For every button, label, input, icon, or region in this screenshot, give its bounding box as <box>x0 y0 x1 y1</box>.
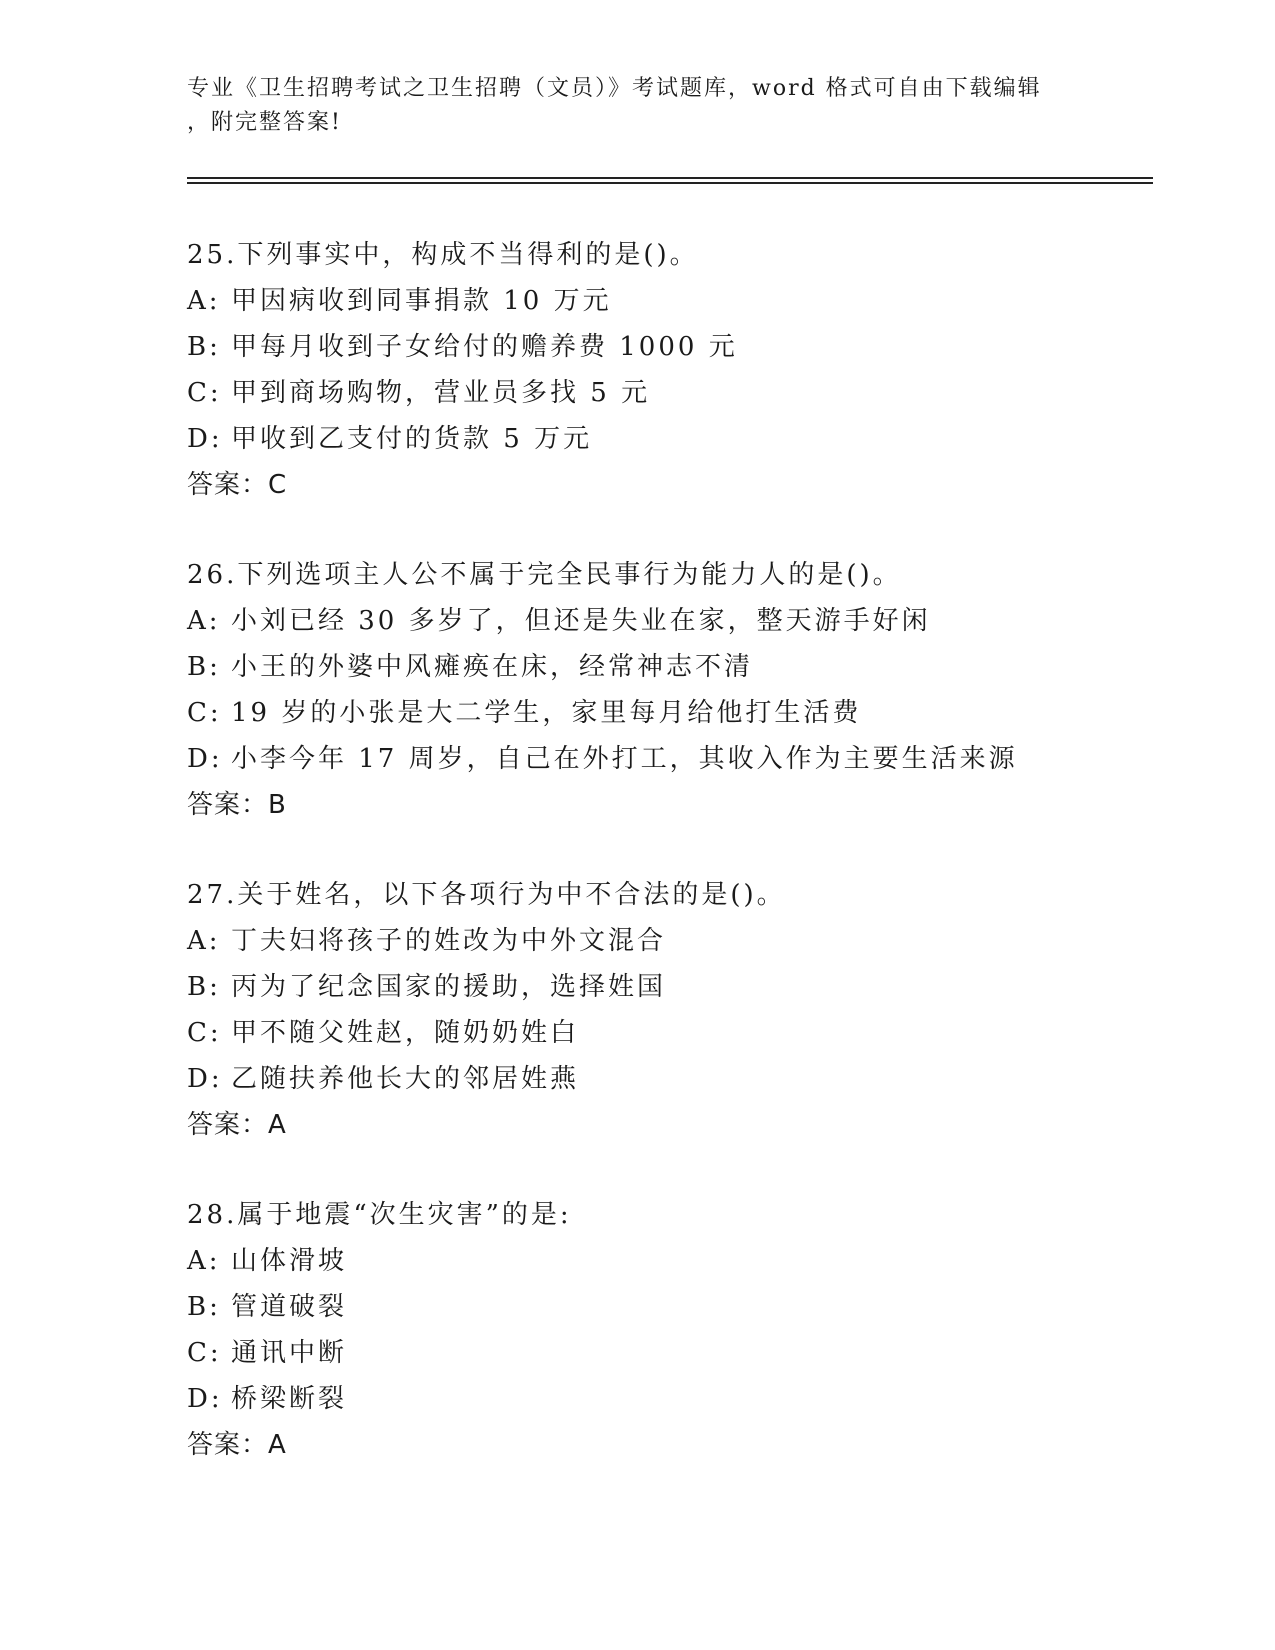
option-a <box>187 598 1147 644</box>
option-text: 小刘已经 30 多岁了，但还是失业在家，整天游手好闲 <box>231 606 931 636</box>
option-text: 桥梁断裂 <box>231 1384 348 1414</box>
question-stem: 26.下列选项主人公不属于完全民事行为能力人的是()。 <box>187 560 902 590</box>
question-list <box>187 232 1147 1512</box>
option-c <box>187 1010 1147 1056</box>
answer-line: 答案：A <box>187 1430 287 1460</box>
option-letter: C: <box>187 698 222 728</box>
question-stem: 28.属于地震“次生灾害”的是: <box>187 1200 572 1230</box>
option-text: 小王的外婆中风瘫痪在床，经常神志不清 <box>231 652 754 682</box>
question-stem: 25.下列事实中，构成不当得利的是()。 <box>187 240 699 270</box>
option-letter: B: <box>187 332 221 362</box>
option-b <box>187 644 1147 690</box>
answer-line: 答案：B <box>187 790 287 820</box>
option-letter: B: <box>187 972 221 1002</box>
option-letter: C: <box>187 1338 222 1368</box>
answer-line: 答案：A <box>187 1110 287 1140</box>
option-text: 甲每月收到子女给付的赡养费 1000 元 <box>231 332 738 362</box>
header-divider-bottom <box>187 182 1153 184</box>
option-text: 丁夫妇将孩子的姓改为中外文混合 <box>231 926 667 956</box>
header-divider-top <box>187 177 1153 179</box>
option-text: 乙随扶养他长大的邻居姓燕 <box>231 1064 580 1094</box>
option-letter: D: <box>187 1064 223 1094</box>
option-text: 甲到商场购物，营业员多找 5 元 <box>231 378 651 408</box>
option-a <box>187 1238 1147 1284</box>
option-text: 山体滑坡 <box>231 1246 348 1276</box>
option-letter: D: <box>187 424 223 454</box>
option-letter: B: <box>187 1292 221 1322</box>
option-a <box>187 918 1147 964</box>
option-letter: D: <box>187 744 223 774</box>
option-c <box>187 690 1147 736</box>
option-text: 丙为了纪念国家的援助，选择姓国 <box>231 972 667 1002</box>
option-d <box>187 736 1147 782</box>
option-c <box>187 1330 1147 1376</box>
answer-line: 答案：C <box>187 470 288 500</box>
option-b <box>187 1284 1147 1330</box>
option-text: 甲因病收到同事捐款 10 万元 <box>231 286 612 316</box>
option-text: 甲收到乙支付的货款 5 万元 <box>231 424 593 454</box>
document-header <box>187 72 1077 140</box>
option-text: 甲不随父姓赵，随奶奶姓白 <box>231 1018 580 1048</box>
question-item <box>187 232 1147 552</box>
option-d <box>187 416 1147 462</box>
option-text: 管道破裂 <box>231 1292 348 1322</box>
option-letter: B: <box>187 652 221 682</box>
question-item <box>187 552 1147 872</box>
option-d <box>187 1056 1147 1102</box>
option-letter: A: <box>187 606 221 636</box>
option-letter: A: <box>187 1246 221 1276</box>
option-letter: C: <box>187 378 222 408</box>
question-item <box>187 1192 1147 1512</box>
option-text: 通讯中断 <box>231 1338 348 1368</box>
option-text: 19 岁的小张是大二学生，家里每月给他打生活费 <box>231 698 862 728</box>
option-letter: A: <box>187 926 221 956</box>
option-text: 小李今年 17 周岁，自己在外打工，其收入作为主要生活来源 <box>231 744 1018 774</box>
option-letter: A: <box>187 286 221 316</box>
option-d <box>187 1376 1147 1422</box>
option-c <box>187 370 1147 416</box>
header-subtitle-line: ，附完整答案! <box>187 110 342 135</box>
header-title-line: 专业《卫生招聘考试之卫生招聘（文员）》考试题库，word 格式可自由下载编辑 <box>187 76 1042 101</box>
option-b <box>187 324 1147 370</box>
option-b <box>187 964 1147 1010</box>
option-letter: D: <box>187 1384 223 1414</box>
question-stem: 27.关于姓名，以下各项行为中不合法的是()。 <box>187 880 786 910</box>
question-item <box>187 872 1147 1192</box>
option-letter: C: <box>187 1018 222 1048</box>
option-a <box>187 278 1147 324</box>
